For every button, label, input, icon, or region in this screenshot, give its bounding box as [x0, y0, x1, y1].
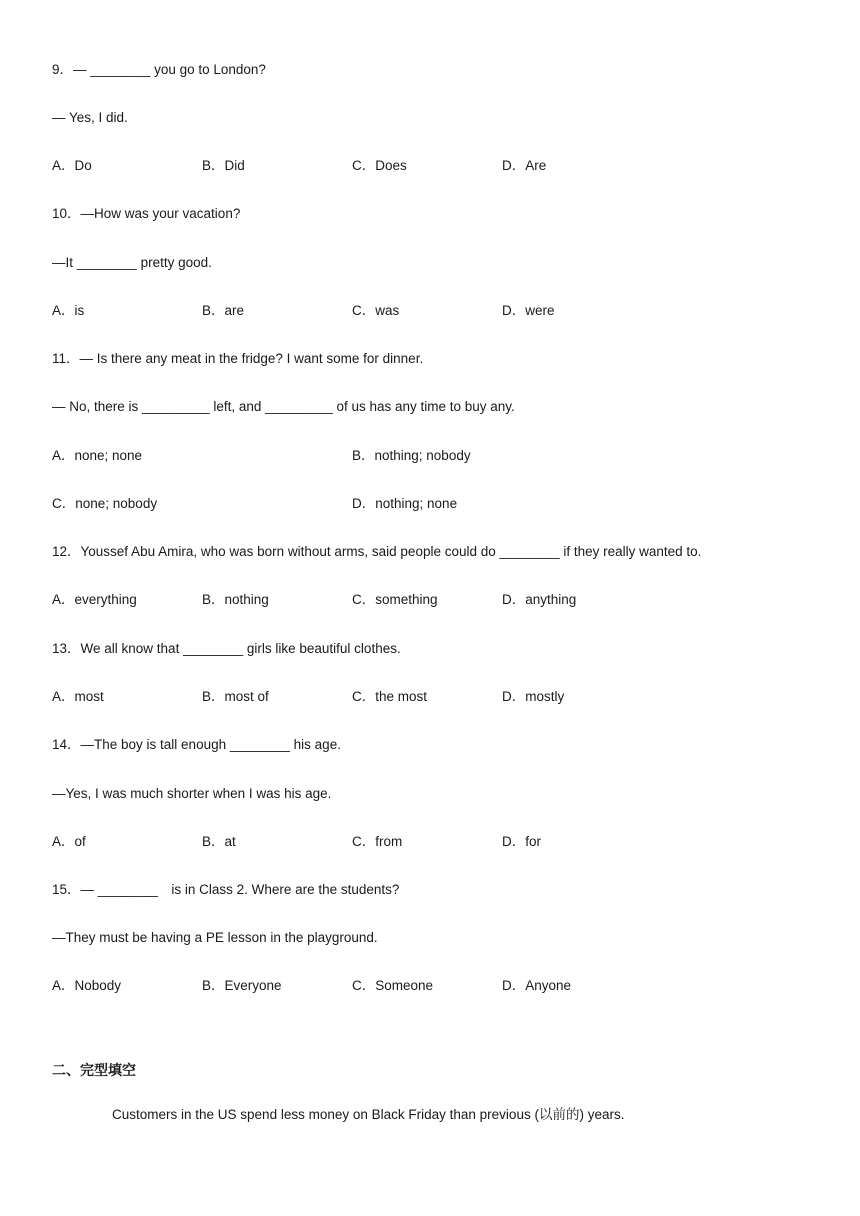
question-12-option-a: A．everything	[52, 592, 137, 607]
question-9-option-d: D．Are	[502, 158, 547, 173]
question-11-option-b: B．nothing; nobody	[352, 448, 471, 463]
section-heading: 二、完型填空	[52, 1062, 136, 1078]
question-10-option-a: A．is	[52, 303, 85, 318]
question-9-option-c: C．Does	[352, 158, 407, 173]
question-11-stem: 11．— Is there any meat in the fridge? I want some for dinner.	[52, 351, 424, 366]
question-15-answer-line: —They must be having a PE lesson in the playground.	[52, 930, 378, 945]
question-10-option-b: B．are	[202, 303, 245, 318]
question-15-option-a: A．Nobody	[52, 978, 122, 993]
question-13-option-a: A．most	[52, 689, 104, 704]
question-13-stem: 13．We all know that ________ girls like beautiful clothes.	[52, 641, 401, 656]
question-14-option-b: B．at	[202, 834, 236, 849]
question-9-option-a: A．Do	[52, 158, 92, 173]
question-10-option-d: D．were	[502, 303, 555, 318]
question-14-answer-line: —Yes, I was much shorter when I was his age.	[52, 786, 332, 801]
question-10-stem: 10．—How was your vacation?	[52, 206, 241, 221]
question-12-option-d: D．anything	[502, 592, 577, 607]
question-13-option-b: B．most of	[202, 689, 269, 704]
question-14-stem: 14．—The boy is tall enough ________ his age.	[52, 737, 341, 752]
question-9-stem: 9．— ________ you go to London?	[52, 62, 266, 77]
question-12-stem: 12．Youssef Abu Amira, who was born without arms, said people could do ________ if they really wanted to.	[52, 544, 702, 559]
question-15-option-b: B．Everyone	[202, 978, 282, 993]
question-13-option-d: D．mostly	[502, 689, 565, 704]
question-11-option-a: A．none; none	[52, 448, 143, 463]
question-11-option-d: D．nothing; none	[352, 496, 458, 511]
question-15-option-d: D．Anyone	[502, 978, 572, 993]
question-14-option-d: D．for	[502, 834, 542, 849]
question-11-answer-line: — No, there is _________ left, and _________ of us has any time to buy any.	[52, 399, 515, 414]
section-intro-paragraph: Customers in the US spend less money on Black Friday than previous (以前的) years.	[112, 1107, 625, 1122]
question-9-option-b: B．Did	[202, 158, 245, 173]
question-10-option-c: C．was	[352, 303, 400, 318]
question-12-option-b: B．nothing	[202, 592, 269, 607]
question-11-option-c: C．none; nobody	[52, 496, 158, 511]
question-12-option-c: C．something	[352, 592, 438, 607]
question-14-option-c: C．from	[352, 834, 403, 849]
question-14-option-a: A．of	[52, 834, 86, 849]
question-10-answer-line: —It ________ pretty good.	[52, 255, 212, 270]
question-9-answer-line: — Yes, I did.	[52, 110, 128, 125]
question-15-stem: 15．— ________ is in Class 2. Where are the students?	[52, 882, 400, 897]
question-15-option-c: C．Someone	[352, 978, 434, 993]
question-13-option-c: C．the most	[352, 689, 428, 704]
